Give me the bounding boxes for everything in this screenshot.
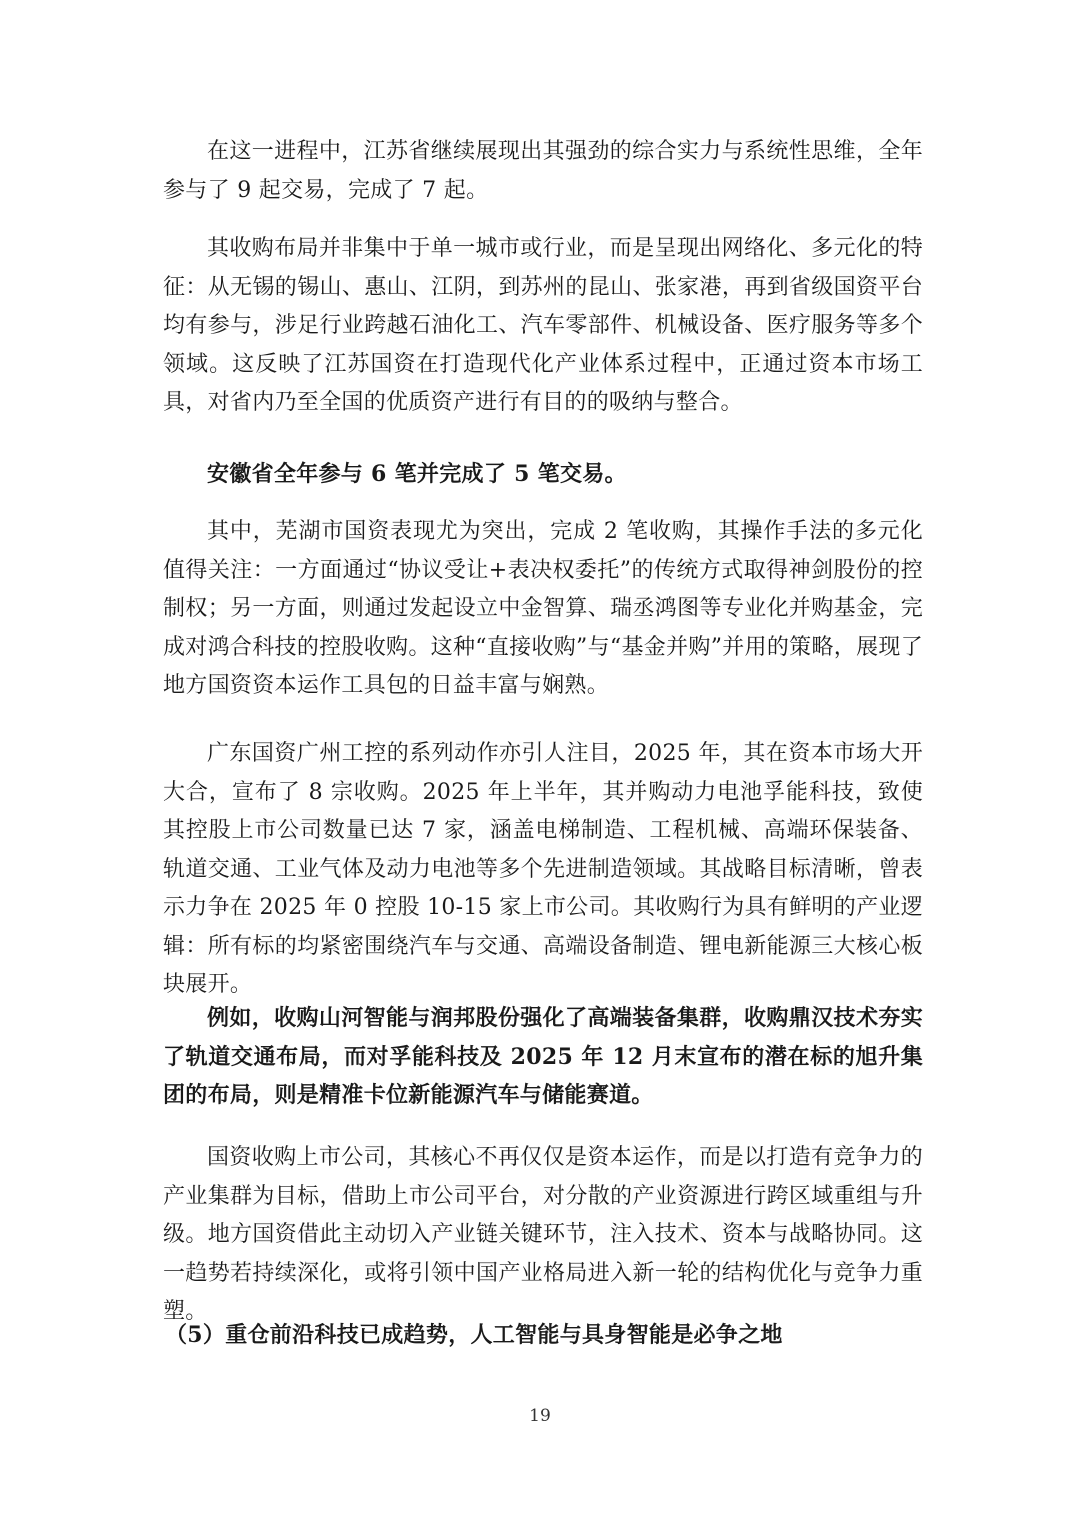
section-heading: （5）重仓前沿科技已成趋势，人工智能与具身智能是必争之地 <box>165 1322 783 1348</box>
paragraph-guangdong-detail: 广东国资广州工控的系列动作亦引人注目，2025 年，其在资本市场大开大合，宣布了 8 宗收购。2025 年上半年，其并购动力电池孚能科技，致使其控股上市公司数量已达 7 家，涵盖电梯制造、工程机械、高端环保装备、轨道交通、工业气体及动力电池等多个先进制造领域。其战略目标清晰，曾表示力争在 2025 年 0 控股 10-15 家上市公司。其收购行为具有鲜明的产业逻辑：所有标的均紧密围绕汽车与交通、高端设备制造、锂电新能源三大核心板块展开。 <box>163 741 923 997</box>
paragraph-anhui-summary: 安徽省全年参与 6 笔并完成了 5 笔交易。 <box>207 461 627 487</box>
paragraph-conclusion: 国资收购上市公司，其核心不再仅仅是资本运作，而是以打造有竞争力的产业集群为目标，借助上市公司平台，对分散的产业资源进行跨区域重组与升级。地方国资借此主动切入产业链关键环节，注入技术、资本与战略协同。这一趋势若持续深化，或将引领中国产业格局进入新一轮的结构优化与竞争力重塑。 <box>163 1145 923 1324</box>
page-number: 19 <box>529 1406 551 1426</box>
paragraph-jiangsu-summary: 在这一进程中，江苏省继续展现出其强劲的综合实力与系统性思维，全年参与了 9 起交易，完成了 7 起。 <box>163 139 923 203</box>
paragraph-wuhu-detail: 其中，芜湖市国资表现尤为突出，完成 2 笔收购，其操作手法的多元化值得关注：一方面通过“协议受让+表决权委托”的传统方式取得神剑股份的控制权；另一方面，则通过发起设立中金智算、瑞丞鸿图等专业化并购基金，完成对鸿合科技的控股收购。这种“直接收购”与“基金并购”并用的策略，展现了地方国资资本运作工具包的日益丰富与娴熟。 <box>163 519 923 698</box>
paragraph-guangdong-examples: 例如，收购山河智能与润邦股份强化了高端装备集群，收购鼎汉技术夯实了轨道交通布局，而对孚能科技及 2025 年 12 月末宣布的潜在标的旭升集团的布局，则是精准卡位新能源汽车与储能赛道。 <box>163 1005 923 1108</box>
paragraph-jiangsu-layout: 其收购布局并非集中于单一城市或行业，而是呈现出网络化、多元化的特征：从无锡的锡山、惠山、江阴，到苏州的昆山、张家港，再到省级国资平台均有参与，涉足行业跨越石油化工、汽车零部件、机械设备、医疗服务等多个领域。这反映了江苏国资在打造现代化产业体系过程中，正通过资本市场工具，对省内乃至全国的优质资产进行有目的的吸纳与整合。 <box>163 236 923 415</box>
